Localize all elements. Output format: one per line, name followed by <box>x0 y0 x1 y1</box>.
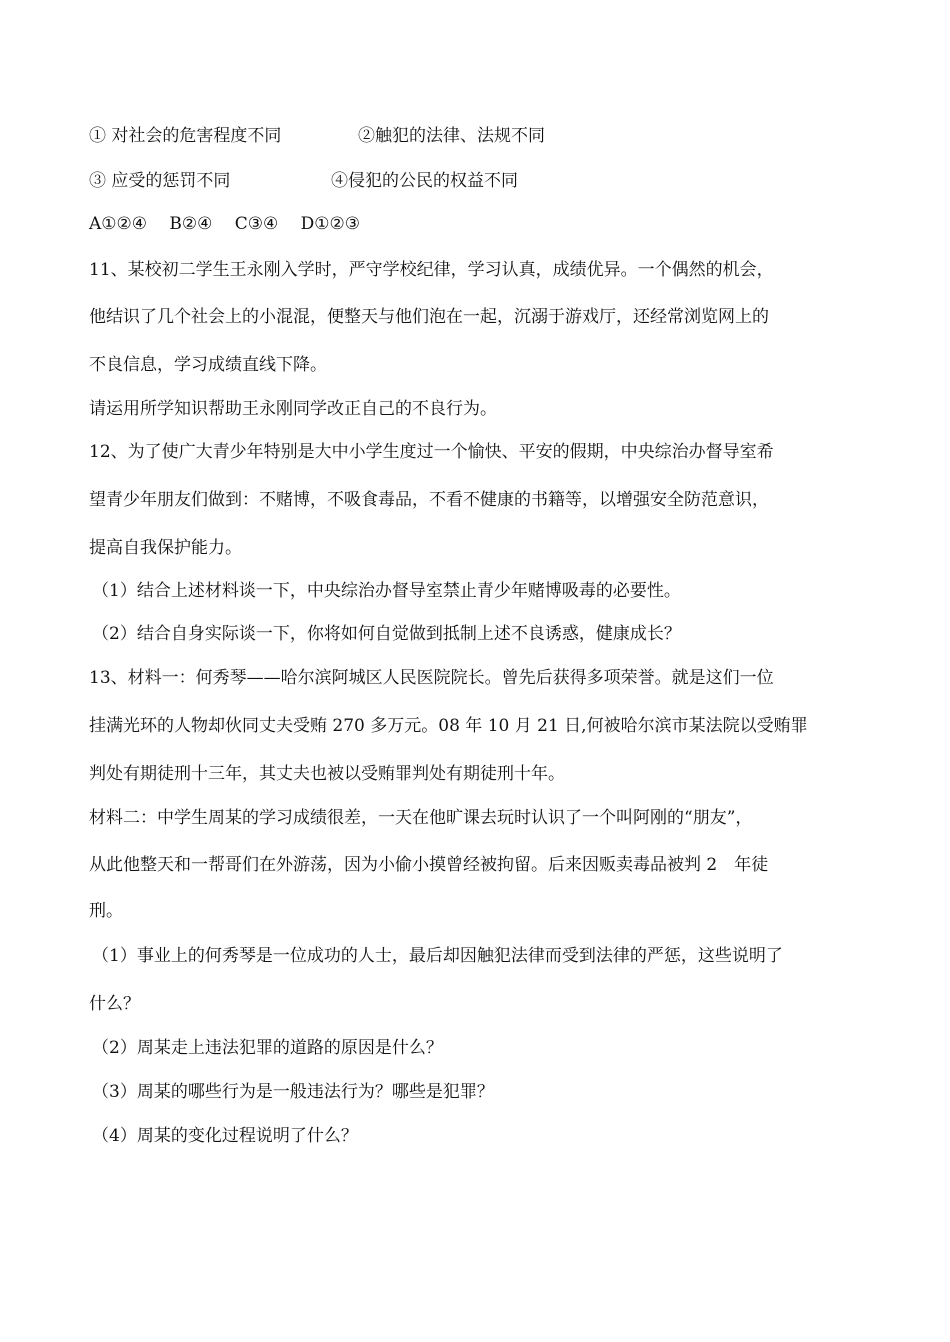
q11-line-3: 不良信息，学习成绩直线下降。 <box>89 355 327 375</box>
q13-sub-4: （4）周某的变化过程说明了什么？ <box>92 1126 358 1146</box>
q11-line-4: 请运用所学知识帮助王永刚同学改正自己的不良行为。 <box>89 399 497 419</box>
q13-line-1: 13、材料一：何秀琴——哈尔滨阿城区人民医院院长。曾先后获得多项荣誉。就是这们一位 <box>89 668 774 688</box>
q12-line-1: 12、为了使广大青少年特别是大中小学生度过一个愉快、平安的假期，中央综治办督导室希 <box>89 442 774 462</box>
option-4: ④侵犯的公民的权益不同 <box>331 171 518 191</box>
q13-line-4: 材料二：中学生周某的学习成绩很差，一天在他旷课去玩时认识了一个叫阿刚的“朋友”， <box>89 808 753 828</box>
answer-choices: A①②④ B②④ C③④ D①②③ <box>89 214 361 234</box>
option-3: ③ 应受的惩罚不同 <box>89 171 231 191</box>
q12-sub-2: （2）结合自身实际谈一下，你将如何自觉做到抵制上述不良诱惑，健康成长？ <box>92 624 681 644</box>
option-2: ②触犯的法律、法规不同 <box>358 126 545 146</box>
q12-line-3: 提高自我保护能力。 <box>89 538 242 558</box>
q13-line-6: 刑。 <box>89 901 123 921</box>
q11-line-1: 11、某校初二学生王永刚入学时，严守学校纪律，学习认真，成绩优异。一个偶然的机会， <box>89 260 774 280</box>
q13-sub-1: （1）事业上的何秀琴是一位成功的人士，最后却因触犯法律而受到法律的严惩，这些说明了 <box>92 946 783 966</box>
q11-line-2: 他结识了几个社会上的小混混，便整天与他们泡在一起，沉溺于游戏厅，还经常浏览网上的 <box>89 307 769 327</box>
q13-line-5: 从此他整天和一帮哥们在外游荡，因为小偷小摸曾经被拘留。后来因贩卖毒品被判 2 年徒 <box>89 855 769 875</box>
q13-sub-3: （3）周某的哪些行为是一般违法行为？哪些是犯罪？ <box>92 1082 494 1102</box>
q13-sub-1-cont: 什么？ <box>89 994 140 1014</box>
q12-sub-1: （1）结合上述材料谈一下，中央综治办督导室禁止青少年赌博吸毒的必要性。 <box>92 581 681 601</box>
q13-line-3: 判处有期徒刑十三年，其丈夫也被以受贿罪判处有期徒刑十年。 <box>89 764 565 784</box>
q12-line-2: 望青少年朋友们做到：不赌博，不吸食毒品，不看不健康的书籍等，以增强安全防范意识， <box>89 490 769 510</box>
q13-line-2: 挂满光环的人物却伙同丈夫受贿 270 多万元。08 年 10 月 21 日,何被哈尔滨市某法院以受贿罪 <box>89 716 808 736</box>
option-1: ① 对社会的危害程度不同 <box>89 126 282 146</box>
q13-sub-2: （2）周某走上违法犯罪的道路的原因是什么？ <box>92 1038 443 1058</box>
